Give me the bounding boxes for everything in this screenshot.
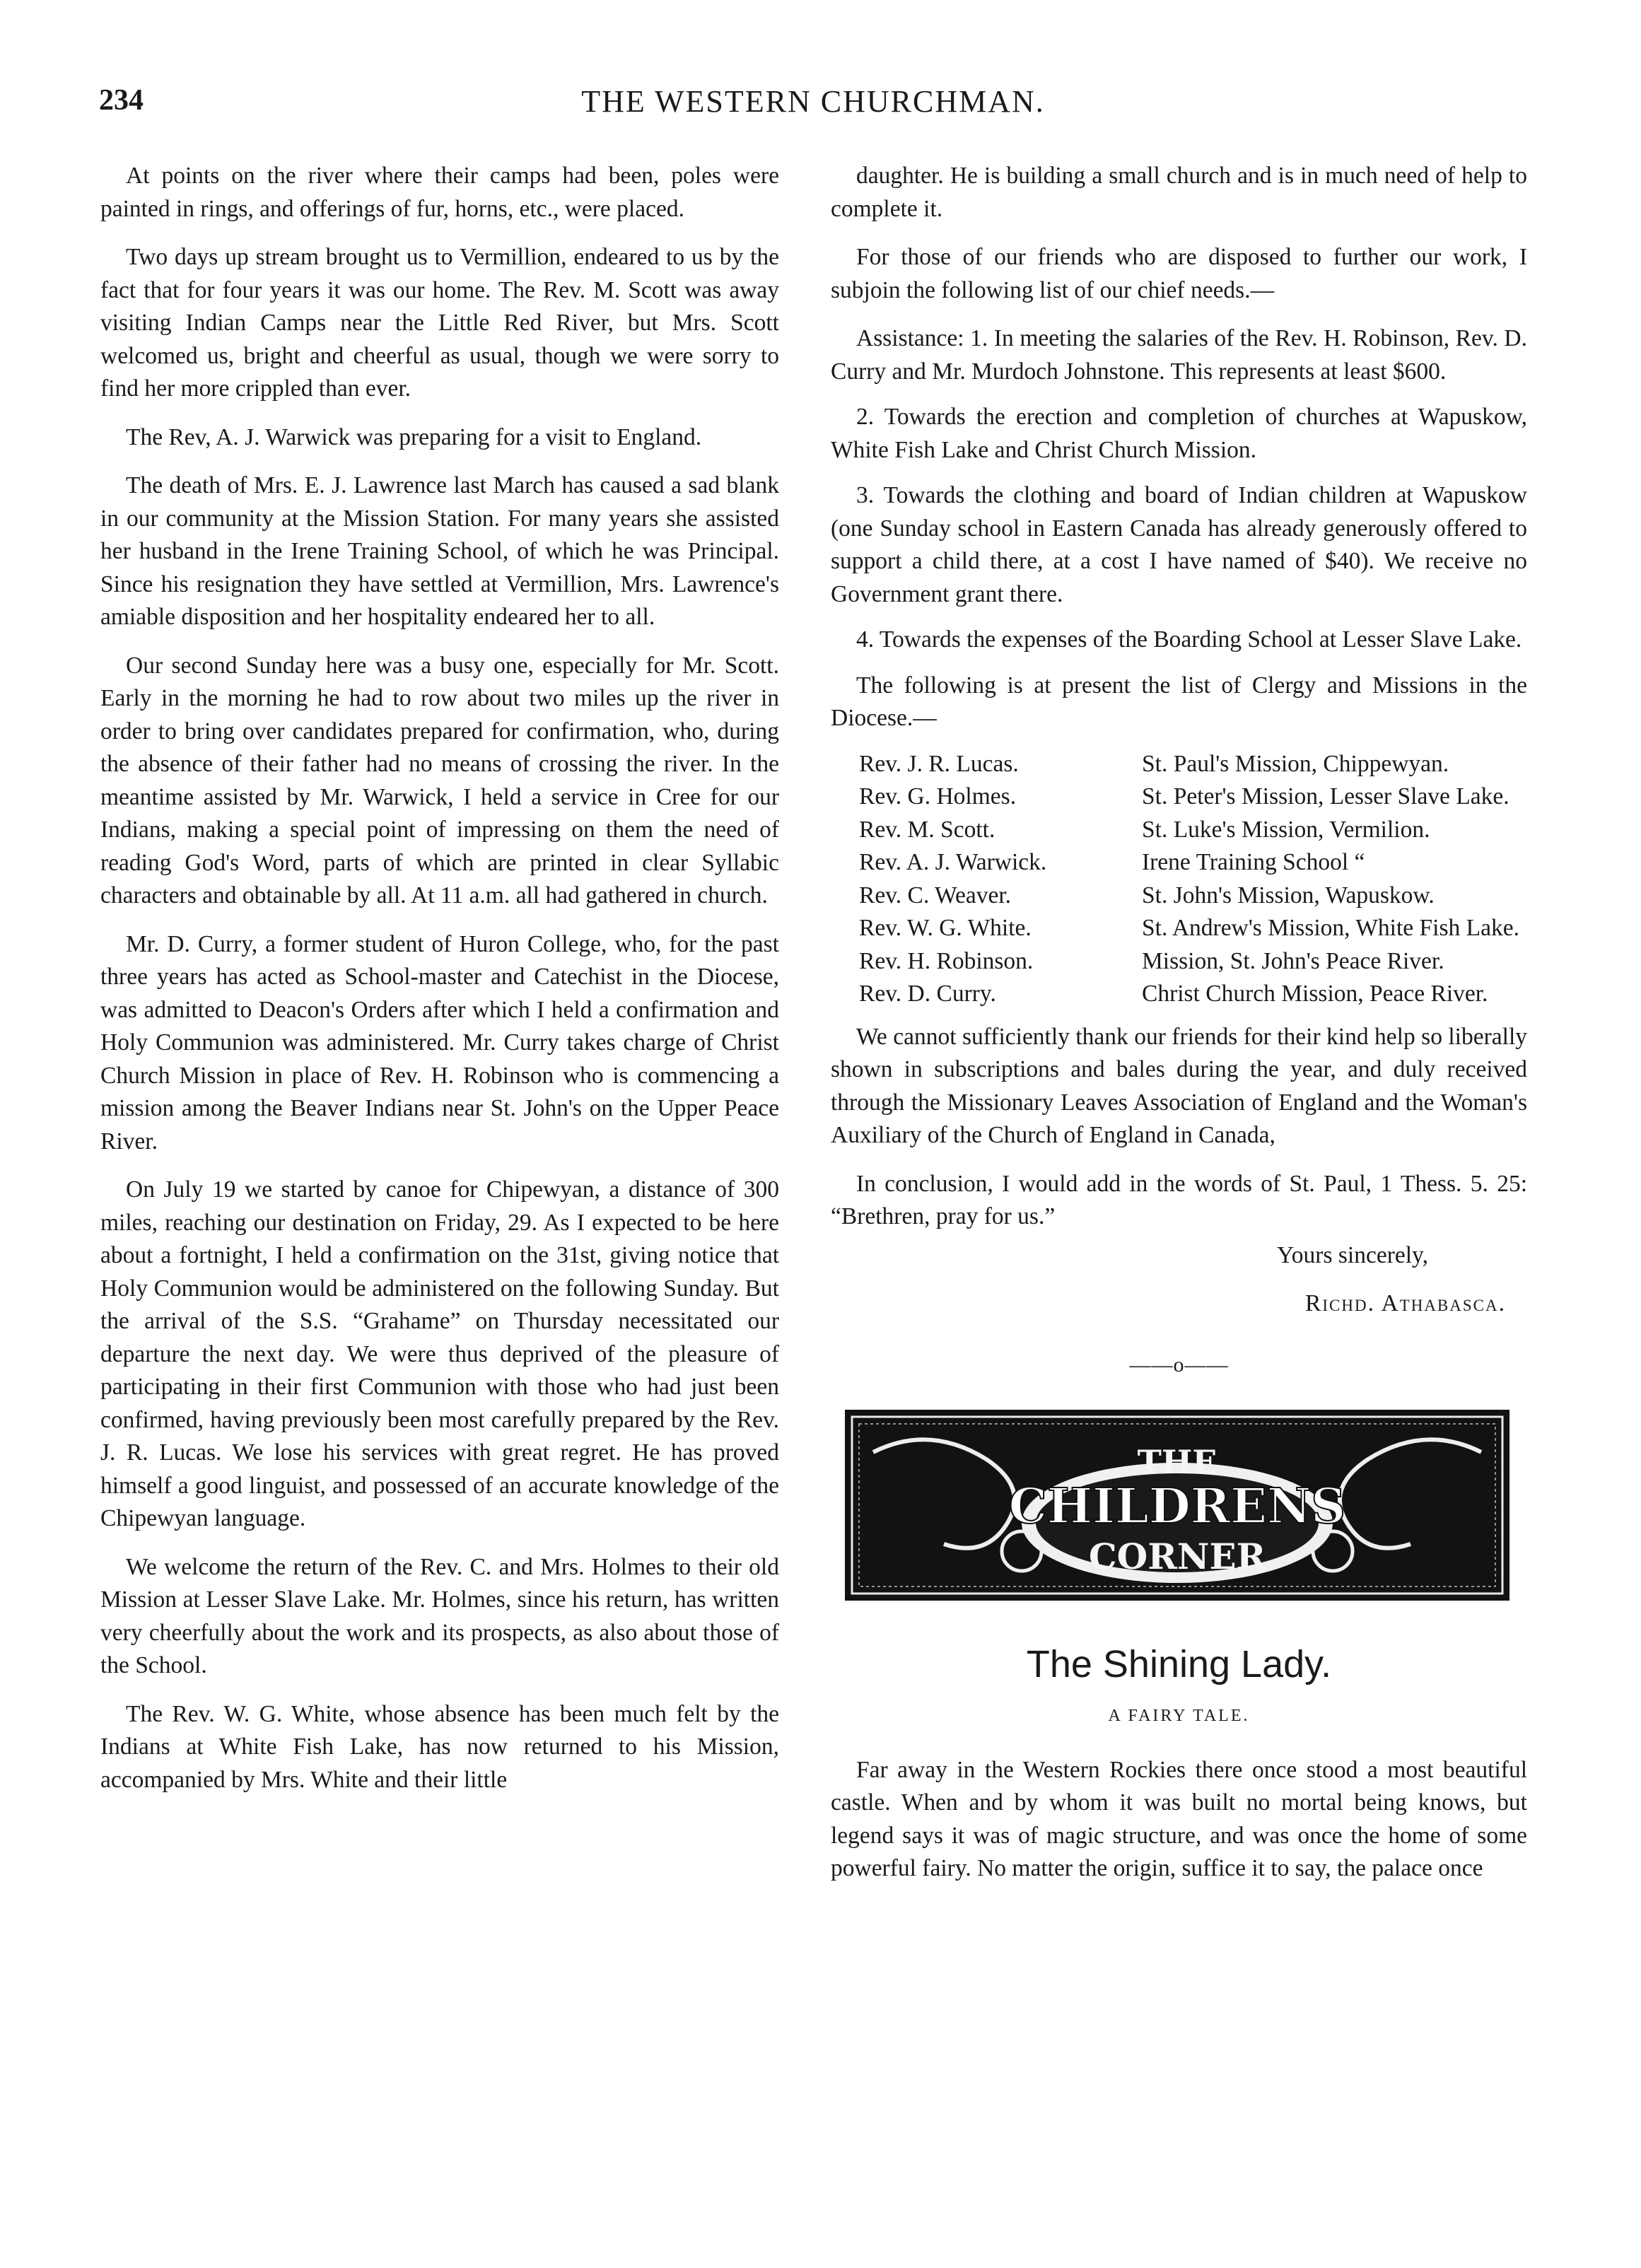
paragraph: daughter. He is building a small church and is in much need of help to complete it. bbox=[831, 163, 1527, 222]
paragraph: The death of Mrs. E. J. Lawrence last March has caused a sad blank in our community at the Mission Station. For many years she assisted her husband in the Irene Training School, of which he was Principal. Since his resignation they have settled at Vermillion, Mrs. Lawrence's amiable disposition and her hospitality endeared her to all. bbox=[100, 472, 779, 630]
paragraph: We cannot sufficiently thank our friends for their kind help so liberally shown in subscriptions and bales during the year, and duly received through the Missionary Leaves Association of England and the Woman's Auxiliary of the Church of England in Canada, bbox=[831, 1023, 1527, 1148]
section-divider: ——o—— bbox=[1129, 1352, 1229, 1376]
clergy-mission: St. John's Mission, Wapuskow. bbox=[1142, 882, 1435, 908]
clergy-name: Rev. D. Curry. bbox=[859, 981, 996, 1007]
paragraph: In conclusion, I would add in the words of St. Paul, 1 Thess. 5. 25: “Brethren, pray for us.” bbox=[831, 1170, 1527, 1229]
journal-title: THE WESTERN CHURCHMAN. bbox=[581, 84, 1045, 119]
clergy-name: Rev. J. R. Lucas. bbox=[859, 750, 1019, 777]
paragraph: Two days up stream brought us to Vermillion, endeared to us by the fact that for four years it was our home. The Rev. M. Scott was away visiting Indian Camps near the Little Red River, but Mrs. Scott welcomed us, bright and cheerful as usual, though we were sorry to find her more crippled than ever. bbox=[100, 244, 779, 402]
paragraph: At points on the river where their camps had been, poles were painted in rings, and offerings of fur, horns, etc., were placed. bbox=[100, 163, 779, 222]
clergy-name: Rev. M. Scott. bbox=[859, 816, 995, 843]
needs-item: Assistance: 1. In meeting the salaries of the Rev. H. Robinson, Rev. D. Curry and Mr. Murdoch Johnstone. This represents at least $600. bbox=[831, 325, 1527, 385]
paragraph: Mr. D. Curry, a former student of Huron College, who, for the past three years has acted as School-master and Catechist in the Diocese, was admitted to Deacon's Orders after which I held a confirmation and Holy Communion was administered. Mr. Curry takes charge of Christ Church Mission in place of Rev. H. Robinson who is commencing a mission among the Beaver Indians near St. John's on the Upper Peace River. bbox=[100, 930, 779, 1155]
paragraph: The following is at present the list of Clergy and Missions in the Diocese.— bbox=[831, 672, 1527, 731]
paragraph: Our second Sunday here was a busy one, especially for Mr. Scott. Early in the morning he had to row about two miles up the river in order to bring over candidates prepared for confirmation, who, during the absence of their father had no means of crossing the river. In the meantime assisted by Mr. Warwick, I held a service in Cree for our Indians, making a special point of impressing on them the need of reading God's Word, parts of which are printed in clear Syllabic characters and obtainable by all. At 11 a.m. all had gathered in church. bbox=[100, 652, 779, 908]
clergy-name: Rev. C. Weaver. bbox=[859, 882, 1012, 908]
clergy-mission: St. Paul's Mission, Chippewyan. bbox=[1142, 750, 1449, 777]
page-header bbox=[99, 79, 1527, 129]
paragraph: The Rev. W. G. White, whose absence has been much felt by the Indians at White Fish Lake, has now returned to his Mission, accompanied by Mrs. White and their little bbox=[100, 1700, 779, 1793]
clergy-list bbox=[859, 748, 1527, 1011]
clergy-name: Rev. W. G. White. bbox=[859, 915, 1032, 941]
needs-item: 3. Towards the clothing and board of Indian children at Wapuskow (one Sunday school in Eastern Canada has already generously offered to support a child there, at a cost I have named of $40). We receive no Government grant there. bbox=[831, 482, 1527, 607]
story-subtitle: A FAIRY TALE. bbox=[1108, 1707, 1250, 1725]
banner-word-the: THE bbox=[1137, 1443, 1217, 1481]
clergy-mission: Irene Training School “ bbox=[1142, 849, 1365, 875]
page-number: 234 bbox=[99, 84, 144, 117]
paragraph: On July 19 we started by canoe for Chipewyan, a distance of 300 miles, reaching our destination on Friday, 29. As I expected to be here about a fortnight, I held a confirmation on the 31st, giving notice that Holy Communion would be administered on the following Sunday. But the arrival of the S.S. “Grahame” on Thursday necessitated our departure the next day. We were thus deprived of the pleasure of participating in their first Communion with those who had just been confirmed, having previously been most carefully prepared by the Rev. J. R. Lucas. We lose his services with great regret. He has proved himself a good linguist, and possessed of an accurate knowledge of the Chipewyan language. bbox=[100, 1176, 779, 1531]
closing: Yours sincerely, bbox=[1276, 1241, 1428, 1268]
clergy-mission: St. Luke's Mission, Vermilion. bbox=[1142, 816, 1430, 843]
clergy-mission: St. Peter's Mission, Lesser Slave Lake. bbox=[1142, 783, 1509, 809]
story-paragraph: Far away in the Western Rockies there once stood a most beautiful castle. When and by whom it was built no mortal being knows, but legend says it was of magic structure, and was once the home of some powerful fairy. No matter the origin, suffice it to say, the palace once bbox=[831, 1756, 1527, 1881]
childrens-corner-banner bbox=[845, 1410, 1509, 1601]
left-column bbox=[100, 160, 779, 1812]
banner-word-corner: CORNER bbox=[1088, 1536, 1266, 1577]
paragraph: The Rev, A. J. Warwick was preparing for a visit to England. bbox=[126, 423, 702, 450]
story-title: The Shining Lady. bbox=[1026, 1643, 1332, 1685]
banner-artwork bbox=[845, 1410, 1509, 1601]
clergy-mission: Mission, St. John's Peace River. bbox=[1142, 947, 1444, 974]
paragraph: For those of our friends who are disposed to further our work, I subjoin the following list of our chief needs.— bbox=[831, 244, 1527, 303]
needs-item: 4. Towards the expenses of the Boarding School at Lesser Slave Lake. bbox=[856, 626, 1522, 653]
clergy-mission: Christ Church Mission, Peace River. bbox=[1142, 981, 1488, 1007]
banner-word-childrens: CHILDRENS bbox=[1008, 1478, 1346, 1535]
clergy-name: Rev. G. Holmes. bbox=[859, 783, 1017, 809]
clergy-mission: St. Andrew's Mission, White Fish Lake. bbox=[1142, 915, 1519, 941]
paragraph: We welcome the return of the Rev. C. and Mrs. Holmes to their old Mission at Lesser Slave Lake. Mr. Holmes, since his return, has written very cheerfully about the work and its prospects, as also about those of the School. bbox=[100, 1553, 779, 1678]
clergy-name: Rev. H. Robinson. bbox=[859, 947, 1034, 974]
signature: Richd. Athabasca. bbox=[1305, 1290, 1506, 1316]
clergy-name: Rev. A. J. Warwick. bbox=[859, 849, 1047, 875]
right-column bbox=[831, 160, 1527, 1901]
needs-item: 2. Towards the erection and completion of churches at Wapuskow, White Fish Lake and Christ Church Mission. bbox=[831, 404, 1527, 463]
